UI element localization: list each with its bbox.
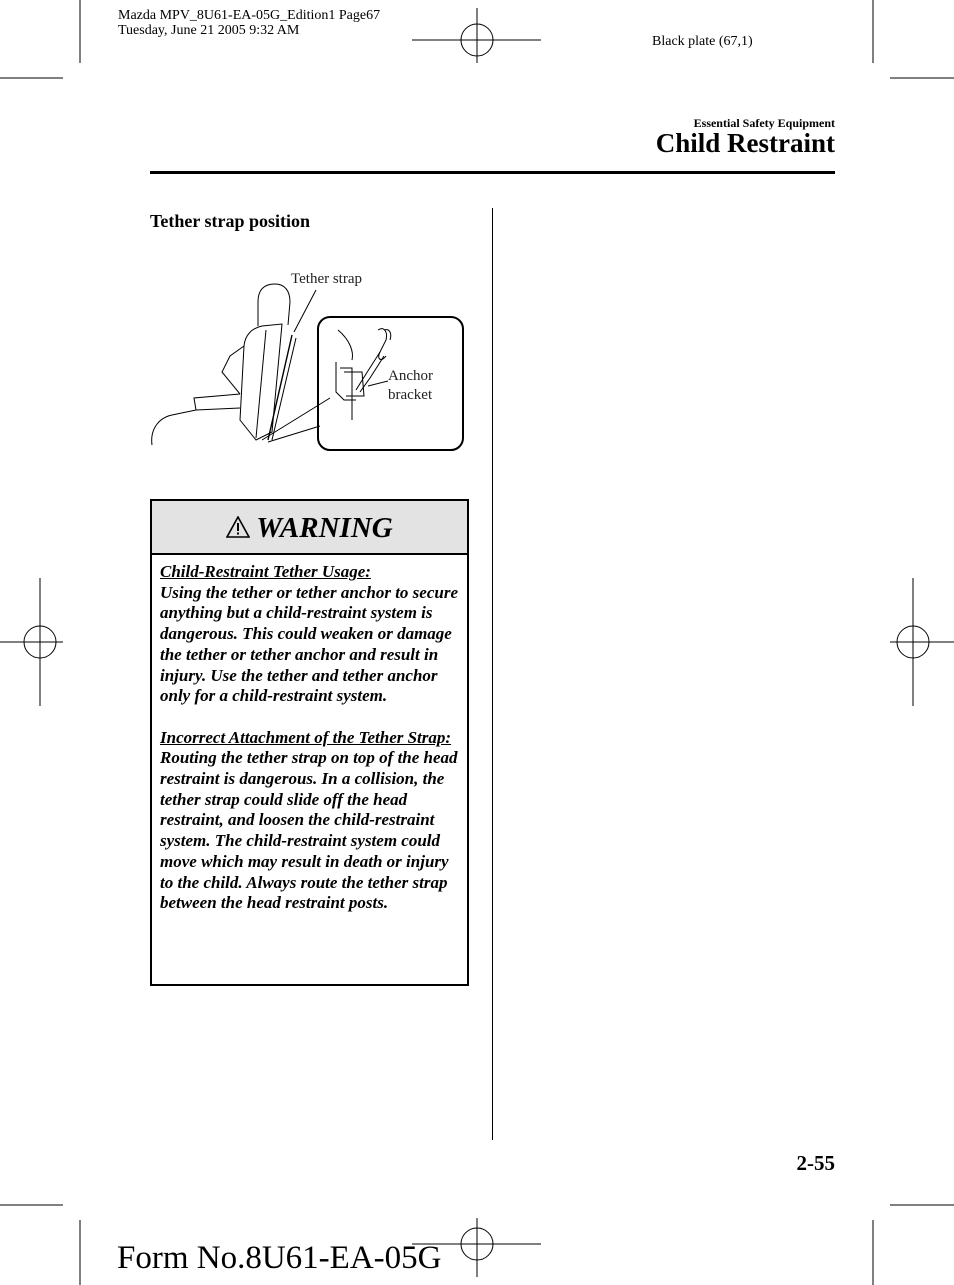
warning-triangle-icon — [226, 516, 250, 538]
anchor-label-line-1: Anchor — [388, 368, 433, 384]
warning-box — [150, 499, 469, 986]
warning-item1-heading: Child-Restraint Tether Usage: — [160, 562, 371, 581]
section-label: Essential Safety Equipment — [693, 116, 835, 130]
column-divider — [492, 208, 493, 1140]
subheading: Tether strap position — [150, 211, 311, 231]
warning-title: WARNING — [256, 511, 393, 544]
tether-strap-label: Tether strap — [291, 271, 363, 287]
warning-header — [152, 501, 467, 555]
warning-item2-text: Routing the tether strap on top of the head restraint is dangerous. In a collision, the tether strap could slide off the head restraint, and loosen the child-restraint system. The child-restraint system could move which may result in death or injury to the child. Always route the tether strap between the head restraint posts. — [160, 748, 458, 913]
anchor-label-line-2: bracket — [388, 387, 433, 403]
warning-body — [152, 555, 467, 914]
seat-illustration — [140, 260, 480, 460]
header-rule — [150, 171, 835, 174]
warning-item2-heading: Incorrect Attachment of the Tether Strap: — [160, 727, 452, 747]
page-number: 2-55 — [796, 1151, 835, 1175]
warning-item1-text: Using the tether or tether anchor to secure anything but a child-restraint system is dangerous. This could weaken or damage the tether or tether anchor and result in injury. Use the tether and tether anchor only for a child-restraint system. — [160, 582, 458, 706]
plate-label: Black plate (67,1) — [652, 34, 753, 49]
tether-strap-figure — [140, 260, 480, 460]
print-date-line: Tuesday, June 21 2005 9:32 AM — [118, 23, 300, 38]
form-number: Form No.8U61-EA-05G — [117, 1240, 442, 1276]
print-file-line: Mazda MPV_8U61-EA-05G_Edition1 Page67 — [118, 8, 381, 23]
chapter-title: Child Restraint — [655, 128, 835, 158]
